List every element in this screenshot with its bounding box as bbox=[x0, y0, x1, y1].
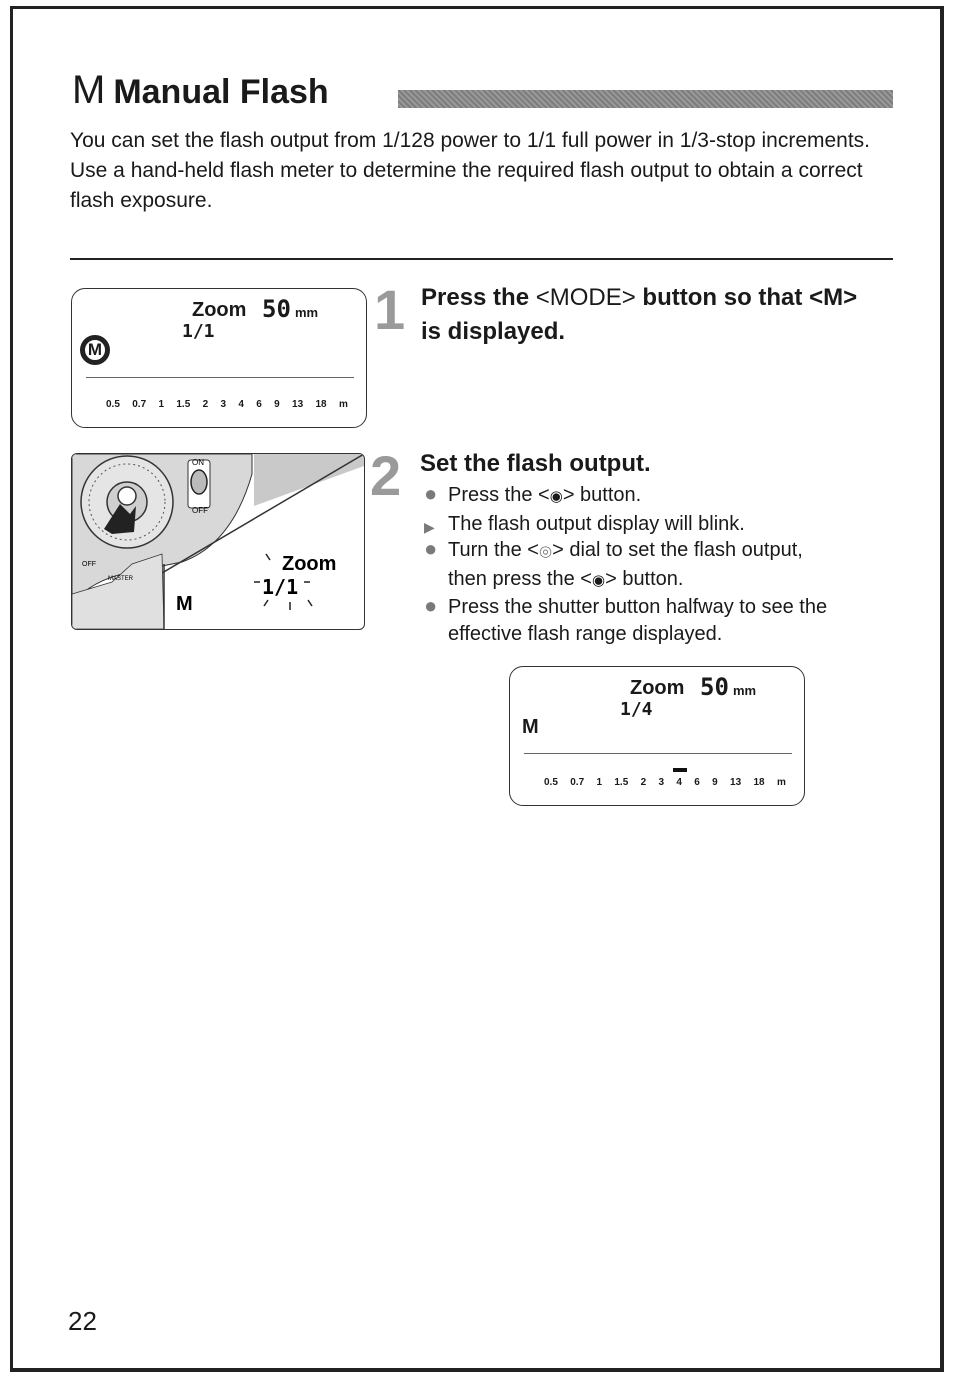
scale-tick-label: 1.5 bbox=[176, 399, 191, 410]
zoom-value: 50 bbox=[700, 673, 729, 701]
scale-tick-label: 9 bbox=[274, 399, 280, 410]
distance-scale bbox=[106, 399, 348, 410]
scale-tick-label: 13 bbox=[292, 399, 304, 410]
bullet-dot-icon: ● bbox=[424, 536, 438, 561]
scale-tick-label: 4 bbox=[238, 399, 244, 410]
distance-scale bbox=[544, 777, 786, 788]
select-button-icon: ◉ bbox=[549, 488, 563, 505]
on-label: ON bbox=[192, 458, 204, 467]
zoom-label: Zoom bbox=[630, 677, 685, 699]
off-label: OFF bbox=[192, 506, 208, 515]
flash-control-illustration bbox=[71, 453, 365, 630]
list-item: effective flash range displayed. bbox=[448, 622, 723, 645]
scale-tick-label: 0.5 bbox=[106, 399, 120, 410]
list-item: then press the <◉> button. bbox=[448, 567, 684, 590]
scale-tick-label: 0.5 bbox=[544, 777, 558, 788]
step-number-1: 1 bbox=[374, 278, 406, 341]
illus-power-blink: 1/1 bbox=[262, 575, 299, 599]
scale-tick-label: 18 bbox=[753, 777, 765, 788]
scale-tick-label: 3 bbox=[220, 399, 227, 410]
lcd-panel-step1 bbox=[71, 288, 367, 428]
select-button-icon: ◉ bbox=[591, 571, 606, 589]
scale-tick-label: 1 bbox=[596, 777, 603, 788]
zoom-label: Zoom bbox=[192, 299, 247, 321]
flash-power-readout: 1/4 bbox=[620, 699, 653, 720]
scale-tick-label: 4 bbox=[676, 777, 682, 788]
step2-instructions bbox=[420, 482, 890, 647]
illus-zoom: Zoom bbox=[282, 553, 337, 575]
list-item: ▶ The flash output display will blink. bbox=[420, 511, 890, 538]
intro-text bbox=[70, 126, 900, 216]
bullet-dot-icon: ● bbox=[424, 481, 438, 506]
scale-tick-label: 6 bbox=[694, 777, 700, 788]
title-text: Manual Flash bbox=[113, 73, 329, 111]
scale-tick-label: 1.5 bbox=[614, 777, 629, 788]
mode-letter: M bbox=[72, 68, 106, 112]
step1-title: Press the <MODE> button so that <M> is displayed. bbox=[421, 284, 858, 345]
title-decoration-bar bbox=[398, 90, 893, 108]
zoom-unit: mm bbox=[295, 305, 319, 320]
scale-tick-label: 6 bbox=[256, 399, 262, 410]
page-title bbox=[72, 68, 329, 113]
lcd-panel-step2 bbox=[509, 666, 805, 806]
zoom-value: 50 bbox=[262, 295, 291, 323]
mode-m-circle-icon: M bbox=[80, 335, 110, 365]
list-item: ● Press the shutter button halfway to see the bbox=[424, 593, 828, 618]
list-item: ● Turn the <◎> dial to set the flash output, bbox=[424, 536, 803, 561]
intro-paragraph-2: Use a hand-held flash meter to determine the required flash output to obtain a correct flash exposure. bbox=[70, 159, 863, 212]
section-divider bbox=[70, 258, 893, 260]
illus-mode: M bbox=[176, 593, 193, 615]
scale-divider bbox=[524, 753, 792, 754]
step2-title: Set the flash output. bbox=[420, 450, 651, 477]
scale-tick-label: 13 bbox=[730, 777, 742, 788]
off-label-left: OFF bbox=[82, 561, 96, 568]
scale-tick-label: 1 bbox=[158, 399, 165, 410]
scale-tick-label: 2 bbox=[640, 777, 647, 788]
scale-tick-label: m bbox=[338, 399, 348, 410]
step-number-2: 2 bbox=[370, 444, 402, 507]
page-number: 22 bbox=[68, 1306, 97, 1336]
flash-power-readout: 1/1 bbox=[182, 321, 215, 342]
scale-tick-label: 0.7 bbox=[132, 399, 147, 410]
bullet-dot-icon: ● bbox=[424, 593, 438, 618]
dial-icon: ◎ bbox=[538, 543, 553, 560]
scale-divider bbox=[86, 377, 354, 378]
scale-tick-label: 2 bbox=[202, 399, 209, 410]
scale-tick-label: 18 bbox=[315, 399, 327, 410]
intro-paragraph-1: You can set the flash output from 1/128 power to 1/1 full power in 1/3-stop increments. bbox=[70, 129, 871, 152]
lcd-mode: M bbox=[522, 716, 539, 738]
master-label: MASTER bbox=[108, 576, 134, 582]
range-marker bbox=[673, 768, 687, 772]
zoom-unit: mm bbox=[733, 683, 757, 698]
arrow-marker-icon: ▶ bbox=[424, 518, 435, 535]
scale-tick-label: 0.7 bbox=[570, 777, 585, 788]
list-item: ● Press the <◉> button. bbox=[424, 481, 642, 506]
scale-tick-label: 9 bbox=[712, 777, 718, 788]
scale-tick-label: m bbox=[776, 777, 786, 788]
scale-tick-label: 3 bbox=[658, 777, 665, 788]
